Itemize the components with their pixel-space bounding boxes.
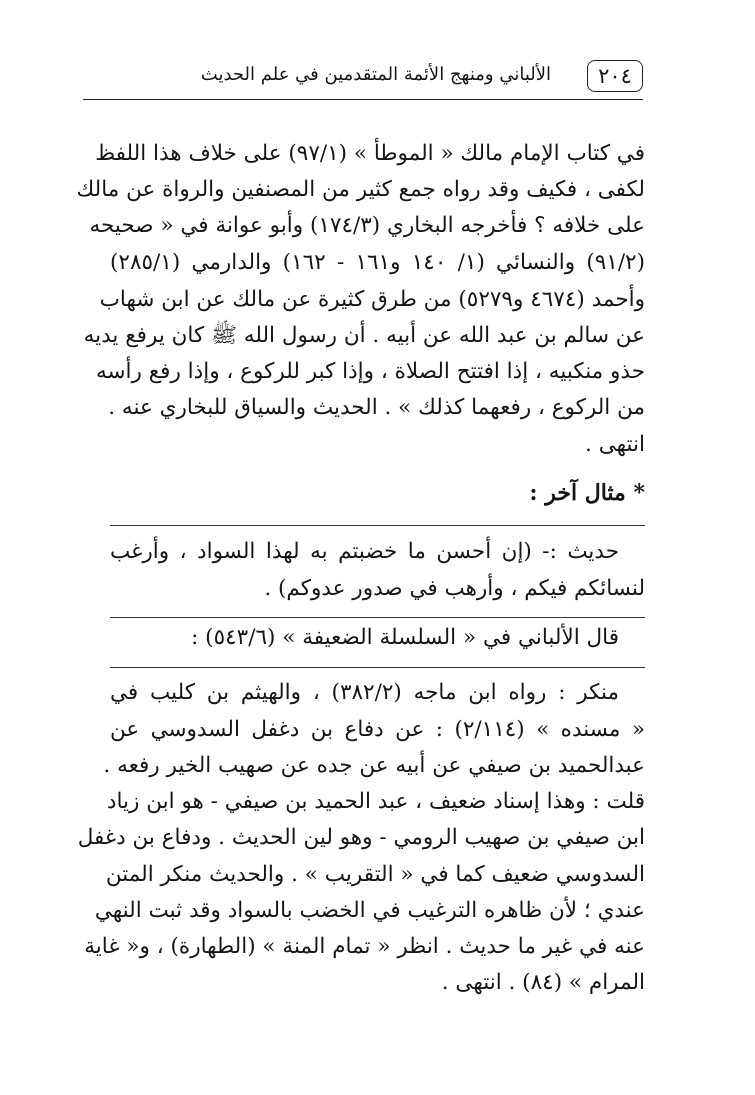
body-line: عن سالم بن عبد الله عن أبيه . أن رسول الله ﷺ كان يرفع يديه	[83, 323, 645, 348]
quote-line: المرام » (٨٤) . انتهى .	[441, 970, 645, 995]
quote-line: عندي ؛ لأن ظاهره الترغيب في الخضب بالسواد وقد ثبت النهي	[94, 898, 645, 923]
body-line: حذو منكبيه ، إذا افتتح الصلاة ، وإذا كبر للركوع ، وإذا رفع رأسه	[96, 359, 645, 384]
quote-rule	[110, 667, 645, 668]
body-line: لكفى ، فكيف وقد رواه جمع كثير من المصنفين والرواة عن مالك	[76, 177, 645, 202]
body-line: من الركوع ، رفعهما كذلك » . الحديث والسياق للبخاري عنه .	[108, 395, 645, 420]
albani-intro: قال الألباني في « السلسلة الضعيفة » (٥٤٣/٦) :	[191, 625, 619, 650]
page-number: ٢٠٤	[587, 60, 643, 92]
hadith-line: حديث :- (إن أحسن ما خضبتم به لهذا السواد ، وأرغب	[110, 539, 619, 564]
quote-line: « مسنده » (٢/١١٤) : عن دفاع بن دغفل السدوسي عن	[110, 717, 645, 742]
hadith-rule-top	[110, 525, 645, 526]
body-line: في كتاب الإمام مالك « الموطأ » (٩٧/١) على خلاف هذا اللفظ	[95, 141, 645, 166]
body-line: على خلافه ؟ فأخرجه البخاري (١٧٤/٣) وأبو عوانة في « صحيحه	[89, 213, 645, 238]
quote-line: السدوسي ضعيف كما في « التقريب » . والحديث منكر المتن	[105, 862, 645, 887]
body-line: انتهى .	[585, 432, 645, 457]
body-line: (٩١/٢) والنسائي (١/ ١٤٠ و١٦١ - ١٦٢) والدارمي (٢٨٥/١)	[110, 250, 645, 275]
quote-line: عبدالحميد بن صيفي عن أبيه عن جده عن صهيب الخير رفعه .	[103, 753, 645, 778]
quote-line: ابن صيفي بن صهيب الرومي - وهو لين الحديث . ودفاع بن دغفل	[77, 825, 645, 850]
running-title: الألباني ومنهج الأئمة المتقدمين في علم الحديث	[200, 64, 551, 85]
hadith-rule-bottom	[110, 617, 645, 618]
hadith-line: لنسائكم فيكم ، وأرهب في صدور عدوكم) .	[264, 576, 645, 601]
quote-line: قلت : وهذا إسناد ضعيف ، عبد الحميد بن صيفي - هو ابن زياد	[106, 789, 645, 814]
header-rule	[83, 99, 643, 100]
quote-line: منكر : رواه ابن ماجه (٣٨٢/٢) ، والهيثم بن كليب في	[110, 680, 619, 705]
body-line: وأحمد (٤٦٧٤ و٥٢٧٩) من طرق كثيرة عن مالك عن ابن شهاب	[99, 287, 645, 312]
example-heading: * مثال آخر :	[529, 480, 645, 506]
quote-line: عنه في غير ما حديث . انظر « تمام المنة » (الطهارة) ، و« غاية	[84, 934, 645, 959]
page-header	[83, 60, 643, 100]
